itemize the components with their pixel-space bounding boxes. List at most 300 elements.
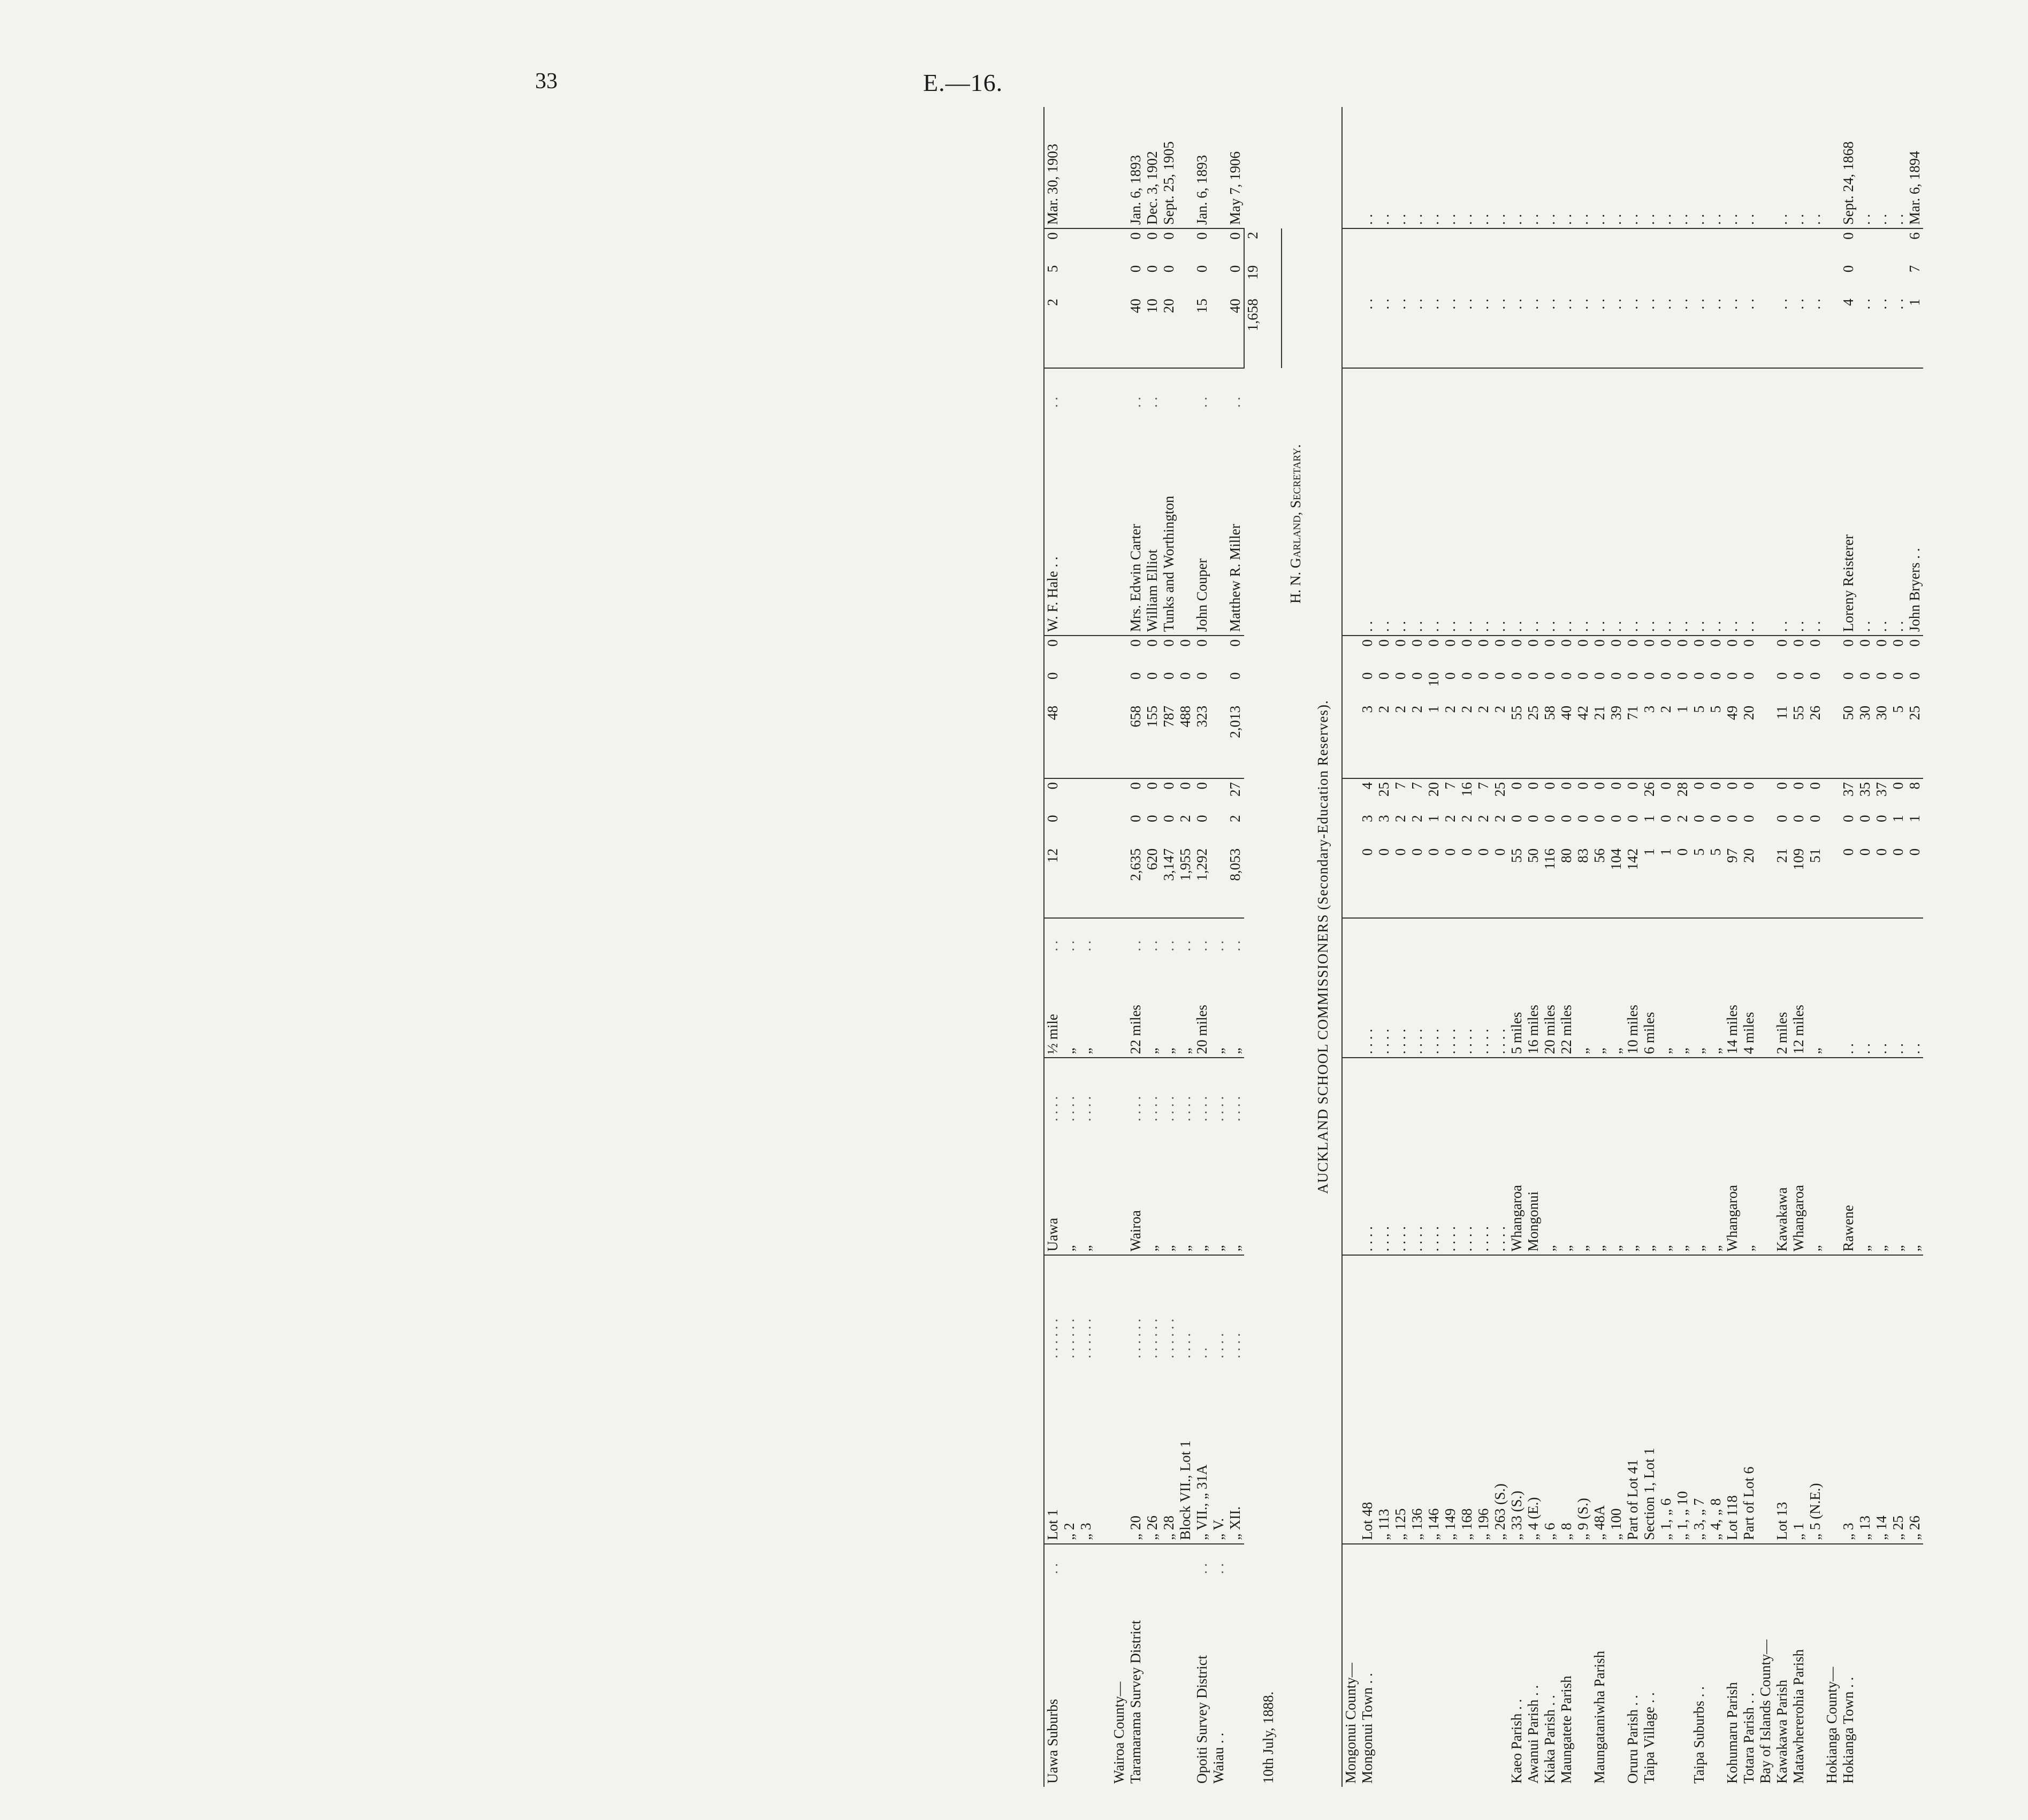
description-cell: „ 33 (S.) <box>1508 1255 1525 1543</box>
leader-dots: . . <box>1194 396 1210 408</box>
annual-rent-shillings: 0 <box>1608 672 1624 680</box>
nearest-town-cell: „ <box>1625 1058 1641 1255</box>
table-row <box>1857 107 1873 1787</box>
annual-rent-pounds: 3 <box>1641 702 1658 778</box>
arrears-shillings <box>1492 262 1508 295</box>
annual-rent-pence: 0 <box>1890 639 1906 647</box>
description-cell: „ VII., „ 31A <box>1194 1362 1210 1544</box>
description-cell: Lot 1 <box>1044 1362 1061 1544</box>
area-acres: 0 <box>1674 845 1691 918</box>
distance-cell: „ <box>1210 954 1227 1058</box>
area-perches: 0 <box>1508 782 1524 790</box>
annual-rent-pence: 0 <box>1525 639 1541 647</box>
annual-rent-shillings: 0 <box>1392 672 1408 680</box>
annual-rent-pounds: 2 <box>1442 702 1459 778</box>
leader-dots <box>1078 368 1094 410</box>
nearest-town-cell: „ <box>1658 1058 1674 1255</box>
nearest-town-cell: . . . . <box>1425 1058 1442 1255</box>
area-roods: 2 <box>1492 815 1508 822</box>
annual-rent-pounds: 25 <box>1907 702 1923 778</box>
table-row <box>1492 107 1508 1787</box>
annual-rent-pounds: 787 <box>1161 702 1177 778</box>
nearest-town-cell: „ <box>1691 1058 1707 1255</box>
lessee-cell: . . <box>1475 368 1492 636</box>
lessee-cell: . . <box>1376 368 1392 636</box>
distance-cell: „ <box>1078 954 1094 1058</box>
description-cell: „ 3 <box>1840 1255 1857 1543</box>
lessee-cell: . . <box>1542 368 1558 636</box>
locality-cell: Maungatete Parish <box>1558 1676 1574 1784</box>
annual-rent-pence: 0 <box>1144 639 1160 647</box>
arrears-shillings <box>1774 262 1790 295</box>
annual-rent-pence: 0 <box>1227 639 1243 647</box>
arrears-pounds: . . <box>1658 295 1674 368</box>
annual-rent-pence: 0 <box>1442 639 1458 647</box>
annual-rent-pence: 0 <box>1641 639 1657 647</box>
distance-cell: . . <box>1873 918 1890 1058</box>
arrears-shillings <box>1724 262 1741 295</box>
leader-dots: . . <box>1194 940 1210 952</box>
arrears-pence <box>1392 228 1409 262</box>
description-cell: „ 168 <box>1459 1255 1475 1543</box>
lessee-cell: . . <box>1724 368 1741 636</box>
arrears-shillings: 0 <box>1194 265 1210 273</box>
annual-rent-pounds: 48 <box>1044 702 1061 778</box>
distance-cell: ½ mile <box>1044 954 1061 1058</box>
area-roods <box>1824 812 1840 845</box>
area-roods: 0 <box>1144 815 1160 822</box>
area-roods: 2 <box>1227 815 1243 822</box>
annual-rent-shillings: 0 <box>1907 672 1923 680</box>
annual-rent-shillings: 0 <box>1475 672 1491 680</box>
area-acres: 3,147 <box>1161 845 1177 918</box>
area-acres <box>1342 845 1359 918</box>
locality-cell <box>1658 1544 1674 1787</box>
arrears-pence <box>1558 228 1575 262</box>
area-perches: 25 <box>1376 782 1392 797</box>
annual-rent-pounds: 2 <box>1392 702 1409 778</box>
distance-cell: . . . . <box>1442 918 1459 1058</box>
lessee-cell: . . <box>1774 368 1790 636</box>
leader-dots: . . <box>1078 940 1094 952</box>
expiry-cell: Mar. 30, 1903 <box>1044 107 1061 228</box>
arrears-shillings <box>1475 262 1492 295</box>
area-roods: 1 <box>1641 815 1657 822</box>
distance-cell: 22 miles <box>1127 954 1144 1058</box>
annual-rent-pounds: 50 <box>1840 702 1857 778</box>
locality-cell <box>1409 1544 1425 1787</box>
locality-cell <box>1857 1544 1873 1787</box>
area-perches: 8 <box>1907 782 1923 790</box>
arrears-shillings <box>1625 262 1641 295</box>
arrears-pounds: 10 <box>1144 295 1161 368</box>
area-roods: 2 <box>1442 815 1458 822</box>
annual-rent-pence <box>1078 636 1094 669</box>
arrears-pence: 6 <box>1907 232 1923 240</box>
distance-cell: . . . . <box>1376 918 1392 1058</box>
expiry-cell <box>1342 107 1359 228</box>
annual-rent-pounds: 3 <box>1359 702 1376 778</box>
annual-rent-pounds: 2 <box>1409 702 1425 778</box>
nearest-town-cell: Mongonui <box>1525 1058 1542 1255</box>
table-row <box>1724 107 1741 1787</box>
locality-cell: Taipa Suburbs . . <box>1691 1686 1707 1784</box>
area-roods <box>1094 812 1111 845</box>
area-acres: 0 <box>1840 845 1857 918</box>
nearest-town-cell: Rawene <box>1840 1058 1857 1255</box>
arrears-pounds: . . <box>1459 295 1475 368</box>
nearest-town-cell: „ <box>1641 1058 1658 1255</box>
leader-dots: . . . . <box>1044 1058 1061 1125</box>
secretary-signature: H. N. Garland, Secretary. <box>1287 444 1303 604</box>
lessee-cell: . . <box>1575 368 1591 636</box>
table-row <box>1790 107 1807 1787</box>
locality-cell <box>1807 1544 1824 1787</box>
leader-dots <box>1161 368 1177 410</box>
table-row <box>1111 107 1127 1787</box>
area-roods: 0 <box>1591 815 1607 822</box>
expiry-cell: . . <box>1425 107 1442 228</box>
lessee-cell: Tunks and Worthington <box>1161 411 1177 636</box>
annual-rent-pence: 0 <box>1127 639 1143 647</box>
description-cell: „ 1, „ 10 <box>1674 1255 1691 1543</box>
area-acres: 142 <box>1625 845 1641 918</box>
description-cell: „ 3, „ 7 <box>1691 1255 1707 1543</box>
area-acres: 0 <box>1376 845 1392 918</box>
nearest-town-cell: „ <box>1873 1058 1890 1255</box>
annual-rent-shillings: 0 <box>1542 672 1558 680</box>
leader-dots <box>1227 1544 1244 1577</box>
arrears-pounds: 15 <box>1194 295 1210 368</box>
nearest-town-cell: „ <box>1227 1125 1244 1255</box>
locality-cell <box>1392 1544 1409 1787</box>
annual-rent-pence: 0 <box>1194 639 1210 647</box>
area-perches: 0 <box>1691 782 1707 790</box>
leader-dots: . . . . <box>1177 1333 1193 1359</box>
annual-rent-shillings: 0 <box>1144 672 1160 680</box>
locality-cell <box>1227 1577 1244 1787</box>
lessee-cell: . . <box>1558 368 1575 636</box>
description-cell <box>1824 1255 1840 1543</box>
annual-rent-pence: 0 <box>1907 639 1923 647</box>
lessee-cell <box>1824 368 1840 636</box>
annual-rent-shillings <box>1078 669 1094 702</box>
arrears-pounds: . . <box>1741 295 1757 368</box>
expiry-cell: . . <box>1492 107 1508 228</box>
arrears-shillings <box>1807 262 1824 295</box>
annual-rent-pence: 0 <box>1857 639 1873 647</box>
expiry-cell: . . <box>1691 107 1707 228</box>
arrears-pence: 0 <box>1044 228 1061 262</box>
annual-rent-pounds: 5 <box>1691 702 1707 778</box>
arrears-shillings: 0 <box>1161 265 1177 273</box>
annual-rent-pence: 0 <box>1459 639 1475 647</box>
annual-rent-pence: 0 <box>1608 639 1624 647</box>
area-perches: 0 <box>1774 782 1790 790</box>
leader-dots <box>1210 368 1227 410</box>
arrears-pence <box>1757 228 1774 262</box>
arrears-pence <box>1575 228 1591 262</box>
table-row <box>1078 107 1094 1787</box>
area-perches: 0 <box>1890 782 1906 790</box>
nearest-town-cell: „ <box>1161 1125 1177 1255</box>
locality-cell: Awanui Parish . . <box>1525 1685 1541 1784</box>
area-roods: 0 <box>1807 815 1823 822</box>
arrears-shillings <box>1575 262 1591 295</box>
description-cell: „ 1 <box>1790 1255 1807 1543</box>
arrears-pence: 0 <box>1144 232 1160 240</box>
expiry-cell <box>1094 107 1111 228</box>
description-cell: „ V. <box>1210 1362 1227 1544</box>
area-roods: 1 <box>1907 815 1923 822</box>
locality-cell: Hokianga County— <box>1824 1666 1840 1784</box>
annual-rent-pence: 0 <box>1724 639 1740 647</box>
arrears-pence <box>1608 228 1625 262</box>
area-perches: 0 <box>1741 782 1757 790</box>
expiry-cell: . . <box>1658 107 1674 228</box>
annual-rent-pence: 0 <box>1376 639 1392 647</box>
nearest-town-cell: „ <box>1591 1058 1608 1255</box>
nearest-town-cell <box>1111 1125 1127 1255</box>
nearest-town-cell: . . . . <box>1475 1058 1492 1255</box>
distance-cell <box>1094 954 1111 1058</box>
description-cell <box>1342 1255 1359 1543</box>
area-roods: 0 <box>1575 815 1591 822</box>
area-perches: 0 <box>1575 782 1591 790</box>
arrears-shillings: 0 <box>1144 265 1160 273</box>
nearest-town-cell: Uawa <box>1044 1125 1061 1255</box>
area-roods: 0 <box>1857 815 1873 822</box>
arrears-pounds: . . <box>1873 295 1890 368</box>
area-perches: 26 <box>1641 782 1657 797</box>
annual-rent-pounds: 1 <box>1674 702 1691 778</box>
leader-dots <box>1094 368 1111 410</box>
nearest-town-cell: „ <box>1907 1058 1923 1255</box>
annual-rent-pounds <box>1210 702 1227 778</box>
arrears-pence <box>1542 228 1558 262</box>
lessee-cell <box>1177 411 1194 636</box>
table-row <box>1392 107 1409 1787</box>
area-perches: 7 <box>1392 782 1408 790</box>
locality-cell <box>1707 1544 1724 1787</box>
leader-dots: . . . . <box>1177 1096 1193 1122</box>
locality-cell: Maungataniwha Parish <box>1591 1650 1607 1784</box>
area-acres: 55 <box>1508 845 1525 918</box>
area-roods <box>1757 812 1774 845</box>
area-perches: 35 <box>1857 782 1873 797</box>
leader-dots: . . <box>1044 368 1061 410</box>
locality-cell <box>1907 1544 1923 1787</box>
area-acres: 109 <box>1790 845 1807 918</box>
table-row <box>1542 107 1558 1787</box>
locality-cell: Taramarama Survey District <box>1127 1620 1143 1784</box>
annual-rent-pounds <box>1094 702 1111 778</box>
leader-dots <box>1094 1255 1111 1362</box>
description-cell: „ 26 <box>1144 1362 1161 1544</box>
annual-rent-shillings: 0 <box>1508 672 1524 680</box>
annual-rent-pounds: 26 <box>1807 702 1824 778</box>
distance-cell: „ <box>1674 918 1691 1058</box>
arrears-pence <box>1508 228 1525 262</box>
annual-rent-pence <box>1094 636 1111 669</box>
nearest-town-cell: „ <box>1741 1058 1757 1255</box>
expiry-cell: Dec. 3, 1902 <box>1144 107 1161 228</box>
arrears-shillings <box>1757 262 1774 295</box>
arrears-pence <box>1376 228 1392 262</box>
distance-cell: . . . . <box>1459 918 1475 1058</box>
locality-cell <box>1459 1544 1475 1787</box>
annual-rent-pence: 0 <box>1475 639 1491 647</box>
expiry-cell <box>1078 107 1094 228</box>
nearest-town-cell: Kawakawa <box>1774 1058 1790 1255</box>
expiry-cell: . . <box>1790 107 1807 228</box>
lessee-cell: . . <box>1442 368 1459 636</box>
leader-dots: . . <box>1144 396 1160 408</box>
annual-rent-pounds <box>1757 702 1774 778</box>
annual-rent-pence: 0 <box>1409 639 1425 647</box>
area-acres: 0 <box>1857 845 1873 918</box>
description-cell: Lot 118 <box>1724 1255 1741 1543</box>
annual-rent-pence: 0 <box>1840 639 1856 647</box>
area-acres: 0 <box>1492 845 1508 918</box>
arrears-pounds: . . <box>1707 295 1724 368</box>
area-acres: 80 <box>1558 845 1575 918</box>
annual-rent-shillings: 0 <box>1591 672 1607 680</box>
annual-rent-shillings: 0 <box>1558 672 1574 680</box>
leader-dots <box>1177 368 1194 410</box>
arrears-shillings <box>1508 262 1525 295</box>
leader-dots <box>1127 1544 1144 1577</box>
signature-block <box>1244 107 1342 1787</box>
area-roods: 0 <box>1840 815 1856 822</box>
section-title: AUCKLAND SCHOOL COMMISSIONERS (Secondary-Education Reserves). <box>1315 700 1331 1194</box>
table-row <box>1608 107 1625 1787</box>
description-cell: „ 113 <box>1376 1255 1392 1543</box>
annual-rent-pounds: 25 <box>1525 702 1542 778</box>
nearest-town-cell: . . . . <box>1392 1058 1409 1255</box>
leader-dots: . . <box>1227 396 1243 408</box>
area-acres <box>1824 845 1840 918</box>
arrears-pence <box>1774 228 1790 262</box>
expiry-cell: . . <box>1774 107 1790 228</box>
expiry-cell: . . <box>1542 107 1558 228</box>
expiry-cell: . . <box>1376 107 1392 228</box>
annual-rent-pounds: 11 <box>1774 702 1790 778</box>
area-acres: 1 <box>1641 845 1658 918</box>
area-acres: 50 <box>1525 845 1542 918</box>
leader-dots: . . . . <box>1161 1096 1177 1122</box>
expiry-cell: . . <box>1508 107 1525 228</box>
description-cell: „ 4, „ 8 <box>1707 1255 1724 1543</box>
arrears-pounds: . . <box>1807 295 1824 368</box>
arrears-pounds: . . <box>1608 295 1625 368</box>
leader-dots <box>1094 1544 1111 1577</box>
arrears-shillings <box>1691 262 1707 295</box>
distance-cell: 10 miles <box>1625 918 1641 1058</box>
arrears-shillings <box>1741 262 1757 295</box>
nearest-town-cell <box>1757 1058 1774 1255</box>
arrears-pence <box>1674 228 1691 262</box>
annual-rent-pence: 0 <box>1044 636 1061 669</box>
area-roods: 2 <box>1392 815 1408 822</box>
leader-dots <box>1111 1058 1127 1125</box>
nearest-town-cell: „ <box>1144 1125 1161 1255</box>
area-acres <box>1078 845 1094 918</box>
lessee-cell: . . <box>1674 368 1691 636</box>
leader-dots <box>1111 1255 1127 1362</box>
area-perches: 0 <box>1044 778 1061 812</box>
leader-dots: . . . . <box>1144 1096 1160 1122</box>
area-acres: 0 <box>1907 845 1923 918</box>
annual-rent-pounds: 30 <box>1873 702 1890 778</box>
nearest-town-cell: „ <box>1542 1058 1558 1255</box>
leader-dots: . . <box>1044 1544 1061 1577</box>
description-cell: „ 13 <box>1857 1255 1873 1543</box>
expiry-cell: . . <box>1857 107 1873 228</box>
leader-dots <box>1177 1544 1194 1577</box>
arrears-pounds: . . <box>1475 295 1492 368</box>
distance-cell: . . <box>1890 918 1907 1058</box>
arrears-pence: 0 <box>1227 232 1243 240</box>
area-perches <box>1078 778 1094 812</box>
table-row <box>1210 107 1227 1787</box>
arrears-pence <box>1724 228 1741 262</box>
leader-dots: . . <box>1177 940 1193 952</box>
arrears-pence <box>1625 228 1641 262</box>
lessee-cell: . . <box>1658 368 1674 636</box>
arrears-shillings <box>1525 262 1542 295</box>
area-acres: 8,053 <box>1227 845 1244 918</box>
lessee-cell: . . <box>1873 368 1890 636</box>
arrears-shillings <box>1078 262 1094 295</box>
table-row <box>1342 107 1359 1787</box>
leader-dots: . . . . <box>1078 1096 1094 1122</box>
leader-dots: . . <box>1194 1563 1210 1574</box>
annual-rent-pounds: 5 <box>1707 702 1724 778</box>
annual-rent-shillings: 0 <box>1890 672 1906 680</box>
nearest-town-cell: „ <box>1707 1058 1724 1255</box>
table-row <box>1475 107 1492 1787</box>
area-roods: 0 <box>1542 815 1558 822</box>
annual-rent-pounds: 55 <box>1508 702 1525 778</box>
total-shillings: 19 <box>1244 262 1282 295</box>
annual-rent-shillings: 0 <box>1127 672 1143 680</box>
expiry-cell: . . <box>1359 107 1376 228</box>
distance-cell <box>1111 954 1127 1058</box>
arrears-shillings <box>1210 262 1227 295</box>
locality-cell <box>1608 1544 1625 1787</box>
arrears-pounds: . . <box>1857 295 1873 368</box>
lessee-cell: W. F. Hale . . <box>1044 411 1061 636</box>
area-roods <box>1210 812 1227 845</box>
annual-rent-shillings: 0 <box>1525 672 1541 680</box>
nearest-town-cell: . . . . <box>1376 1058 1392 1255</box>
table-row <box>1061 107 1078 1787</box>
annual-rent-shillings: 0 <box>1724 672 1740 680</box>
table-row <box>1177 107 1194 1787</box>
area-perches: 0 <box>1707 782 1724 790</box>
annual-rent-pence: 0 <box>1558 639 1574 647</box>
arrears-pence <box>1691 228 1707 262</box>
area-roods: 1 <box>1890 815 1906 822</box>
description-cell: „ 25 <box>1890 1255 1907 1543</box>
leader-dots: . . . . <box>1210 1096 1226 1122</box>
expiry-cell: Jan. 6, 1893 <box>1127 107 1144 228</box>
lessee-cell: . . <box>1790 368 1807 636</box>
locality-cell: Uawa Suburbs <box>1044 1577 1061 1787</box>
lessee-cell: . . <box>1641 368 1658 636</box>
nearest-town-cell: . . . . <box>1409 1058 1425 1255</box>
